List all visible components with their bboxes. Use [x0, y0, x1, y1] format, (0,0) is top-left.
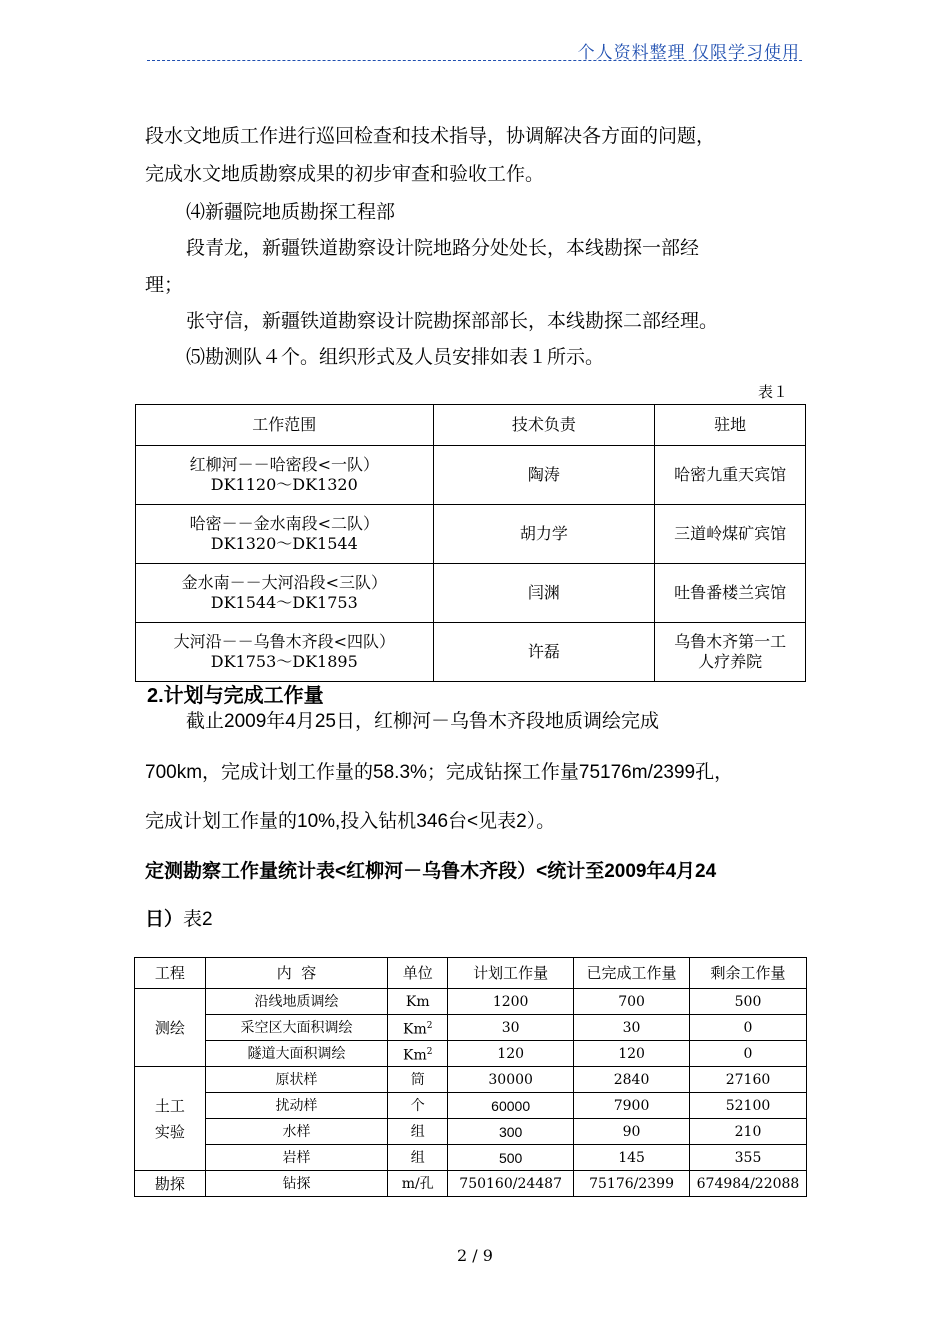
done-cell: 145 [574, 1145, 690, 1171]
content-cell: 扰动样 [205, 1093, 388, 1119]
range-name: 金水南－－大河沿段<三队） [181, 573, 387, 592]
plan-cell: 500 [448, 1145, 574, 1171]
paragraph-line: 段青龙，新疆铁道勘察设计院地路分处处长，本线勘探一部经 [186, 237, 700, 259]
unit-text: Km [403, 1021, 427, 1038]
unit-superscript: 2 [426, 1046, 433, 1057]
paragraph-line: 截止2009年4月25日，红柳河－乌鲁木齐段地质调绘完成 [186, 711, 659, 732]
section-heading: 2.计划与完成工作量 [147, 685, 324, 707]
content-cell: 岩样 [205, 1145, 388, 1171]
plan-cell: 60000 [448, 1093, 574, 1119]
done-cell: 30 [574, 1015, 690, 1041]
table-row [135, 1067, 807, 1093]
done-cell: 2840 [574, 1067, 690, 1093]
lead-cell: 胡力学 [433, 505, 655, 564]
table-row [135, 1171, 807, 1197]
unit-cell: m/孔 [388, 1171, 448, 1197]
content-cell: 隧道大面积调绘 [205, 1041, 388, 1067]
table1-caption: 表１ [757, 383, 788, 401]
header-cell: 内 容 [205, 958, 388, 989]
table-row [135, 1093, 807, 1119]
table-row [136, 505, 806, 564]
page-number: 2 / 9 [457, 1246, 493, 1265]
lead-cell: 陶涛 [433, 446, 655, 505]
plan-cell: 300 [448, 1119, 574, 1145]
unit-cell: 筒 [388, 1067, 448, 1093]
table-row [135, 1041, 807, 1067]
team-assignment-table [135, 404, 806, 682]
unit-text: Km [403, 1047, 427, 1064]
range-cell [136, 505, 434, 564]
station-cell: 乌鲁木齐第一工人疗养院 [655, 623, 806, 682]
plan-cell: 30 [448, 1015, 574, 1041]
paragraph-line: ⑷新疆院地质勘探工程部 [186, 201, 396, 223]
header-cell: 驻地 [655, 405, 806, 446]
done-cell: 120 [574, 1041, 690, 1067]
table-header-row [135, 958, 807, 989]
paragraph-line: ⑸勘测队４个。组织形式及人员安排如表１所示。 [186, 346, 605, 368]
paragraph-line: 张守信，新疆铁道勘察设计院勘探部部长，本线勘探二部经理。 [186, 310, 719, 332]
unit-cell [388, 1041, 448, 1067]
content-cell: 沿线地质调绘 [205, 989, 388, 1015]
done-cell: 7900 [574, 1093, 690, 1119]
header-cell: 技术负责 [433, 405, 655, 446]
unit-cell: 个 [388, 1093, 448, 1119]
station-cell: 哈密九重天宾馆 [655, 446, 806, 505]
done-cell: 700 [574, 989, 690, 1015]
table-row [135, 1145, 807, 1171]
remain-cell: 27160 [690, 1067, 807, 1093]
remain-cell: 52100 [690, 1093, 807, 1119]
table2-title-cont [145, 908, 213, 932]
content-cell: 原状样 [205, 1067, 388, 1093]
table2-label: 表2 [183, 909, 213, 930]
paragraph-line: 完成水文地质勘察成果的初步审查和验收工作。 [145, 163, 545, 185]
unit-cell: 组 [388, 1145, 448, 1171]
unit-cell [388, 1015, 448, 1041]
table-row [136, 623, 806, 682]
range-name: 大河沿－－乌鲁木齐段<四队） [173, 632, 395, 651]
lead-cell: 许磊 [433, 623, 655, 682]
done-cell: 90 [574, 1119, 690, 1145]
paragraph-line: 700km，完成计划工作量的58.3%；完成钻探工作量75176m/2399孔， [145, 762, 734, 783]
remain-cell: 210 [690, 1119, 807, 1145]
unit-superscript: 2 [426, 1020, 433, 1031]
group-cell: 土工 实验 [135, 1067, 206, 1171]
table-row [135, 1015, 807, 1041]
table2-title-date-end: 日） [145, 909, 184, 930]
header-cell: 计划工作量 [448, 958, 574, 989]
group-cell: 测绘 [135, 989, 206, 1067]
remain-cell: 500 [690, 989, 807, 1015]
header-divider [147, 60, 802, 61]
remain-cell: 674984/22088 [690, 1171, 807, 1197]
workload-statistics-table [134, 957, 807, 1197]
plan-cell: 30000 [448, 1067, 574, 1093]
unit-cell: 组 [388, 1119, 448, 1145]
paragraph-line: 段水文地质工作进行巡回检查和技术指导，协调解决各方面的问题， [145, 125, 716, 147]
table-row [135, 1119, 807, 1145]
unit-cell: Km [388, 989, 448, 1015]
mileage-range: DK1320～DK1544 [210, 534, 358, 553]
done-cell: 75176/2399 [574, 1171, 690, 1197]
table-row [135, 989, 807, 1015]
content-cell: 水样 [205, 1119, 388, 1145]
header-cell: 工作范围 [136, 405, 434, 446]
station-cell: 三道岭煤矿宾馆 [655, 505, 806, 564]
lead-cell: 闫渊 [433, 564, 655, 623]
range-cell [136, 446, 434, 505]
remain-cell: 355 [690, 1145, 807, 1171]
header-cell: 剩余工作量 [690, 958, 807, 989]
station-cell: 吐鲁番楼兰宾馆 [655, 564, 806, 623]
remain-cell: 0 [690, 1015, 807, 1041]
table-header-row [136, 405, 806, 446]
range-cell [136, 623, 434, 682]
header-cell: 工程 [135, 958, 206, 989]
header-cell: 已完成工作量 [574, 958, 690, 989]
range-cell [136, 564, 434, 623]
group-cell: 勘探 [135, 1171, 206, 1197]
mileage-range: DK1544～DK1753 [210, 593, 358, 612]
remain-cell: 0 [690, 1041, 807, 1067]
plan-cell: 1200 [448, 989, 574, 1015]
content-cell: 钻探 [205, 1171, 388, 1197]
paragraph-line: 完成计划工作量的10%,投入钻机346台<见表2）。 [145, 811, 556, 832]
plan-cell: 750160/24487 [448, 1171, 574, 1197]
table-row [136, 446, 806, 505]
mileage-range: DK1753～DK1895 [210, 652, 358, 671]
range-name: 哈密－－金水南段<二队） [189, 514, 379, 533]
header-cell: 单位 [388, 958, 448, 989]
mileage-range: DK1120～DK1320 [210, 475, 358, 494]
plan-cell: 120 [448, 1041, 574, 1067]
header-text: 个人资料整理 仅限学习使用 [577, 43, 800, 63]
content-cell: 采空区大面积调绘 [205, 1015, 388, 1041]
table2-title: 定测勘察工作量统计表<红柳河－乌鲁木齐段）<统计至2009年4月24 [145, 861, 717, 882]
paragraph-line: 理； [145, 274, 184, 296]
table-row [136, 564, 806, 623]
range-name: 红柳河－－哈密段<一队） [189, 455, 379, 474]
